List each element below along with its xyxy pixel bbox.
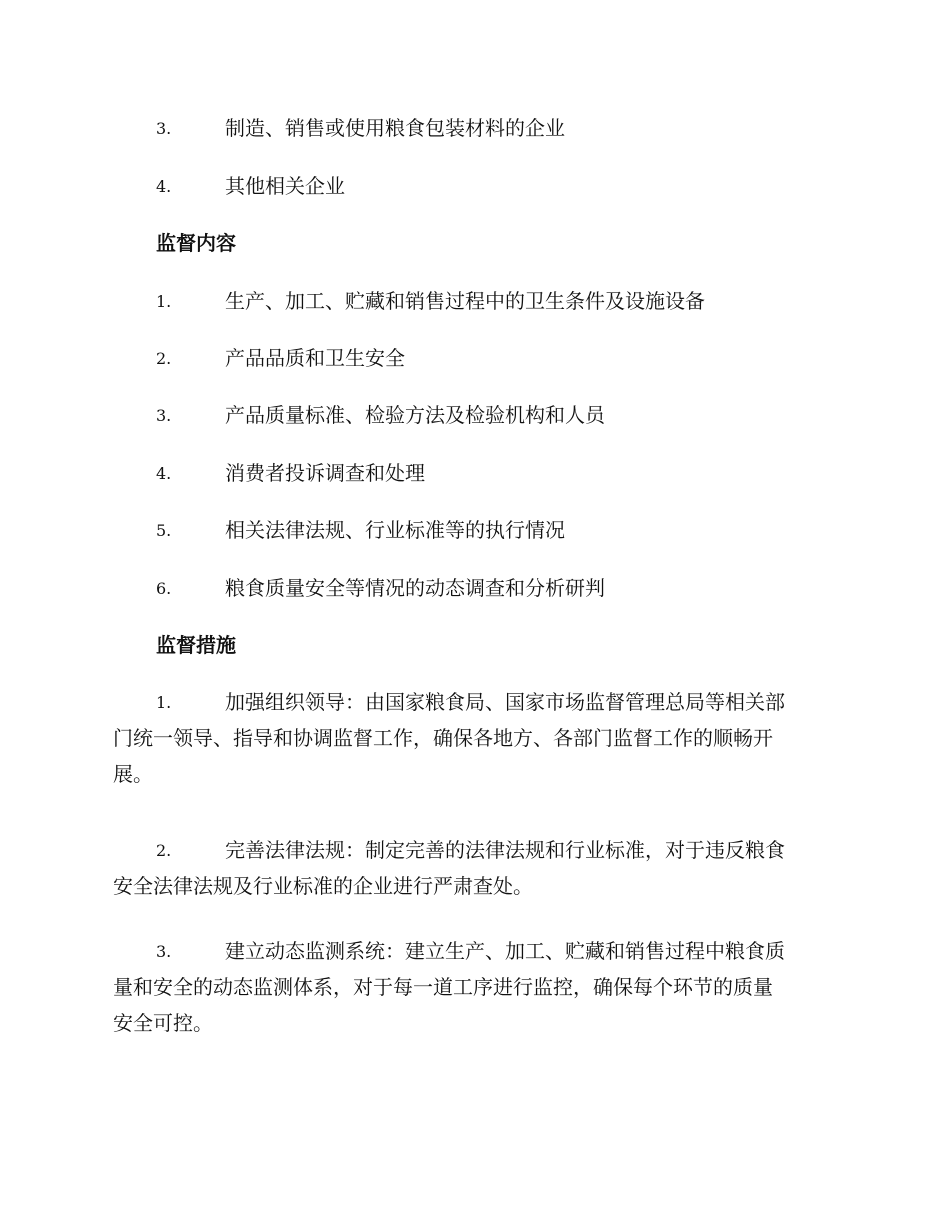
list-number: 5. [156, 521, 172, 540]
list-text: 相关法律法规、行业标准等的执行情况 [225, 518, 565, 542]
list-number: 1. [156, 693, 172, 712]
list-number: 3. [156, 119, 172, 138]
list-text: 制造、销售或使用粮食包装材料的企业 [225, 116, 565, 140]
list-number: 6. [156, 579, 172, 598]
list-number: 2. [156, 841, 172, 860]
list-number: 4. [156, 177, 172, 196]
list-text: 粮食质量安全等情况的动态调查和分析研判 [225, 576, 605, 600]
paragraph-line: 完善法律法规：制定完善的法律法规和行业标准，对于违反粮食 [225, 838, 785, 862]
list-text: 产品质量标准、检验方法及检验机构和人员 [225, 403, 605, 427]
paragraph-line: 量和安全的动态监测体系，对于每一道工序进行监控，确保每个环节的质量 [113, 975, 773, 999]
list-text: 产品品质和卫生安全 [225, 346, 405, 370]
paragraph-line: 门统一领导、指导和协调监督工作，确保各地方、各部门监督工作的顺畅开 [113, 726, 773, 750]
paragraph-line: 加强组织领导：由国家粮食局、国家市场监督管理总局等相关部 [225, 690, 785, 714]
list-number: 4. [156, 464, 172, 483]
list-text: 生产、加工、贮藏和销售过程中的卫生条件及设施设备 [225, 289, 705, 313]
paragraph-line: 建立动态监测系统：建立生产、加工、贮藏和销售过程中粮食质 [225, 939, 785, 963]
list-number: 3. [156, 942, 172, 961]
paragraph-line: 安全可控。 [113, 1011, 213, 1035]
list-text: 消费者投诉调查和处理 [225, 461, 425, 485]
list-number: 1. [156, 292, 172, 311]
paragraph-line: 展。 [113, 762, 153, 786]
list-text: 其他相关企业 [225, 174, 345, 198]
paragraph-line: 安全法律法规及行业标准的企业进行严肃查处。 [113, 874, 533, 898]
section-heading-content: 监督内容 [156, 231, 236, 255]
section-heading-measures: 监督措施 [156, 633, 236, 657]
list-number: 3. [156, 406, 172, 425]
list-number: 2. [156, 349, 172, 368]
